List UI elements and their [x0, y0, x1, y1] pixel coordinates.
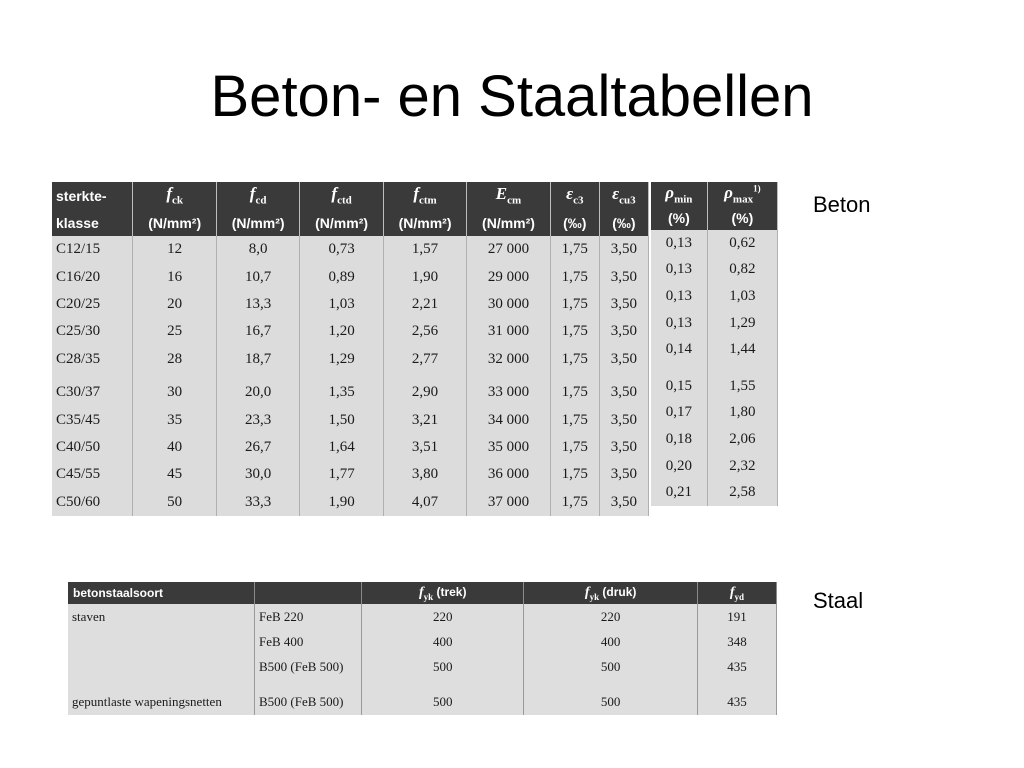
table-cell: 0,15 — [651, 363, 707, 400]
table-cell: 32 000 — [467, 346, 550, 373]
table-cell: 20 — [133, 291, 216, 318]
table-cell: 220 — [524, 604, 698, 629]
header-steel-type: betonstaalsoort — [68, 582, 255, 604]
table-cell: B500 (FeB 500) — [255, 679, 362, 715]
table-row — [52, 434, 649, 461]
table-cell: 3,50 — [599, 291, 648, 318]
table-cell: 435 — [697, 654, 776, 679]
table-row — [651, 426, 778, 453]
header-fyd: $f_{yd}$ — [697, 582, 776, 604]
table-cell: 1,64 — [300, 434, 383, 461]
table-cell: gepuntlaste wapeningsnetten — [68, 679, 255, 715]
table-row — [651, 257, 778, 284]
table-cell: 50 — [133, 489, 216, 516]
table-cell: 3,50 — [599, 373, 648, 406]
table-cell: staven — [68, 604, 255, 629]
header-epsilon-c3: $\varepsilon_{c3}$ — [550, 182, 599, 209]
table-cell: 33,3 — [216, 489, 299, 516]
table-cell: 500 — [524, 654, 698, 679]
unit-cell: (‰) — [550, 209, 599, 236]
table-cell: 348 — [697, 629, 776, 654]
unit-cell: (N/mm²) — [383, 209, 466, 236]
table-cell: 0,13 — [651, 283, 707, 310]
table-cell: 16 — [133, 263, 216, 290]
table-cell — [68, 629, 255, 654]
header-fck: $f_{ck}$ — [133, 182, 216, 209]
table-cell: 23,3 — [216, 406, 299, 433]
table-cell: 25 — [133, 318, 216, 345]
table-cell: 191 — [697, 604, 776, 629]
table-cell: 0,18 — [651, 426, 707, 453]
table-cell: 220 — [362, 604, 524, 629]
header-rho-min: $\rho_{min}$ — [651, 182, 707, 206]
table-cell: 1,75 — [550, 263, 599, 290]
table-cell: 1,03 — [707, 283, 777, 310]
table-cell: 1,75 — [550, 291, 599, 318]
table-cell: 1,44 — [707, 336, 777, 363]
class-heading: sterkte- — [52, 182, 133, 209]
table-cell: 1,75 — [550, 346, 599, 373]
class-heading-line2: klasse — [52, 209, 133, 236]
table-cell: 10,7 — [216, 263, 299, 290]
table-cell: 3,50 — [599, 434, 648, 461]
table-row — [52, 489, 649, 516]
unit-cell: (%) — [651, 206, 707, 230]
table-row — [651, 400, 778, 427]
table-cell: 30 — [133, 373, 216, 406]
table-cell: 3,21 — [383, 406, 466, 433]
table-cell: 35 000 — [467, 434, 550, 461]
table-header-row — [68, 582, 777, 604]
table-cell: 0,62 — [707, 230, 777, 257]
table-cell: 1,29 — [707, 310, 777, 337]
table-cell: 1,75 — [550, 434, 599, 461]
table-cell: C35/45 — [52, 406, 133, 433]
table-header-row — [52, 182, 649, 209]
table-cell: 13,3 — [216, 291, 299, 318]
table-cell: 36 000 — [467, 461, 550, 488]
table-cell: 1,75 — [550, 461, 599, 488]
table-cell: 1,57 — [383, 236, 466, 263]
table-cell: 3,50 — [599, 489, 648, 516]
table-row — [651, 230, 778, 257]
table-cell: 18,7 — [216, 346, 299, 373]
table-row — [651, 336, 778, 363]
table-cell: C30/37 — [52, 373, 133, 406]
table-cell: 3,50 — [599, 318, 648, 345]
table-cell: 33 000 — [467, 373, 550, 406]
table-row — [52, 373, 649, 406]
table-cell: C20/25 — [52, 291, 133, 318]
table-header-row — [651, 182, 778, 206]
table-cell: 0,89 — [300, 263, 383, 290]
unit-cell: (N/mm²) — [300, 209, 383, 236]
header-fcd: $f_{cd}$ — [216, 182, 299, 209]
table-cell: 1,75 — [550, 373, 599, 406]
table-cell: 2,21 — [383, 291, 466, 318]
table-cell: 0,73 — [300, 236, 383, 263]
header-fctd: $f_{ctd}$ — [300, 182, 383, 209]
table-cell: 0,13 — [651, 310, 707, 337]
table-cell: 0,21 — [651, 479, 707, 506]
table-row — [68, 679, 777, 715]
table-cell: 37 000 — [467, 489, 550, 516]
header-grade — [255, 582, 362, 604]
table-cell: 2,90 — [383, 373, 466, 406]
table-cell: 12 — [133, 236, 216, 263]
table-cell: 27 000 — [467, 236, 550, 263]
table-cell: 500 — [362, 654, 524, 679]
table-cell: 3,51 — [383, 434, 466, 461]
table-cell: 3,50 — [599, 346, 648, 373]
table-units-row — [651, 206, 778, 230]
table-cell: 1,75 — [550, 489, 599, 516]
unit-cell: (%) — [707, 206, 777, 230]
table-cell: C16/20 — [52, 263, 133, 290]
table-cell: 0,13 — [651, 230, 707, 257]
table-cell: 1,77 — [300, 461, 383, 488]
table-row — [651, 283, 778, 310]
unit-cell: (N/mm²) — [133, 209, 216, 236]
table-cell: 26,7 — [216, 434, 299, 461]
reinforcement-ratio-table — [651, 182, 778, 506]
table-cell: 435 — [697, 679, 776, 715]
steel-table-body — [68, 604, 777, 715]
table-cell: 28 — [133, 346, 216, 373]
table-cell: 0,82 — [707, 257, 777, 284]
table-cell: C12/15 — [52, 236, 133, 263]
table-row — [651, 363, 778, 400]
table-row — [52, 406, 649, 433]
table-cell: 400 — [362, 629, 524, 654]
table-cell — [68, 654, 255, 679]
table-cell: 1,29 — [300, 346, 383, 373]
table-units-row — [52, 209, 649, 236]
table-cell: 2,56 — [383, 318, 466, 345]
concrete-strength-table — [52, 182, 649, 516]
table-row — [651, 453, 778, 480]
table-cell: 4,07 — [383, 489, 466, 516]
unit-cell: (N/mm²) — [216, 209, 299, 236]
table-row — [52, 318, 649, 345]
table-cell: 34 000 — [467, 406, 550, 433]
table-cell: 1,03 — [300, 291, 383, 318]
concrete-table-body — [52, 236, 649, 516]
table-cell: 1,80 — [707, 400, 777, 427]
table-cell: 31 000 — [467, 318, 550, 345]
table-cell: 3,80 — [383, 461, 466, 488]
table-cell: 40 — [133, 434, 216, 461]
table-cell: 2,77 — [383, 346, 466, 373]
table-cell: 2,32 — [707, 453, 777, 480]
table-cell: B500 (FeB 500) — [255, 654, 362, 679]
table-cell: 3,50 — [599, 406, 648, 433]
slide-title: Beton- en Staaltabellen — [210, 64, 814, 129]
table-row — [52, 291, 649, 318]
table-cell: 500 — [524, 679, 698, 715]
table-row — [68, 604, 777, 629]
rho-table-body — [651, 230, 778, 506]
table-row — [52, 461, 649, 488]
table-cell: 0,17 — [651, 400, 707, 427]
table-cell: 0,20 — [651, 453, 707, 480]
table-cell: 1,90 — [300, 489, 383, 516]
header-fyk-trek: $f_{yk}$ (trek) — [362, 582, 524, 604]
unit-cell: (‰) — [599, 209, 648, 236]
table-cell: 30,0 — [216, 461, 299, 488]
table-row — [52, 236, 649, 263]
header-ecm: $E_{cm}$ — [467, 182, 550, 209]
table-row — [52, 346, 649, 373]
table-cell: C25/30 — [52, 318, 133, 345]
table-row — [68, 629, 777, 654]
table-cell: C28/35 — [52, 346, 133, 373]
table-cell: 1,75 — [550, 318, 599, 345]
header-fctm: $f_{ctm}$ — [383, 182, 466, 209]
table-cell: 8,0 — [216, 236, 299, 263]
header-rho-max: $\rho_{max}^{1)}$ — [707, 182, 777, 206]
table-cell: 0,13 — [651, 257, 707, 284]
table-cell: 400 — [524, 629, 698, 654]
table-cell: 1,20 — [300, 318, 383, 345]
table-cell: 3,50 — [599, 263, 648, 290]
table-cell: 16,7 — [216, 318, 299, 345]
table-cell: 1,55 — [707, 363, 777, 400]
header-fyk-druk: $f_{yk}$ (druk) — [524, 582, 698, 604]
table-cell: 30 000 — [467, 291, 550, 318]
table-cell: C45/55 — [52, 461, 133, 488]
table-cell: 1,35 — [300, 373, 383, 406]
table-cell: 20,0 — [216, 373, 299, 406]
table-row — [68, 654, 777, 679]
table-cell: 29 000 — [467, 263, 550, 290]
table-cell: 2,06 — [707, 426, 777, 453]
table-cell: 3,50 — [599, 236, 648, 263]
table-cell: 0,14 — [651, 336, 707, 363]
table-cell: 3,50 — [599, 461, 648, 488]
table-cell: 1,75 — [550, 236, 599, 263]
staal-label: Staal — [813, 588, 864, 613]
steel-table — [68, 582, 777, 715]
beton-label: Beton — [813, 192, 871, 217]
table-cell: 1,90 — [383, 263, 466, 290]
table-cell: C50/60 — [52, 489, 133, 516]
table-cell: C40/50 — [52, 434, 133, 461]
table-cell: 1,50 — [300, 406, 383, 433]
table-cell: FeB 400 — [255, 629, 362, 654]
header-epsilon-cu3: $\varepsilon_{cu3}$ — [599, 182, 648, 209]
table-row — [651, 479, 778, 506]
table-cell: FeB 220 — [255, 604, 362, 629]
table-row — [52, 263, 649, 290]
table-cell: 45 — [133, 461, 216, 488]
unit-cell: (N/mm²) — [467, 209, 550, 236]
table-row — [651, 310, 778, 337]
table-cell: 500 — [362, 679, 524, 715]
table-cell: 1,75 — [550, 406, 599, 433]
table-cell: 35 — [133, 406, 216, 433]
table-cell: 2,58 — [707, 479, 777, 506]
